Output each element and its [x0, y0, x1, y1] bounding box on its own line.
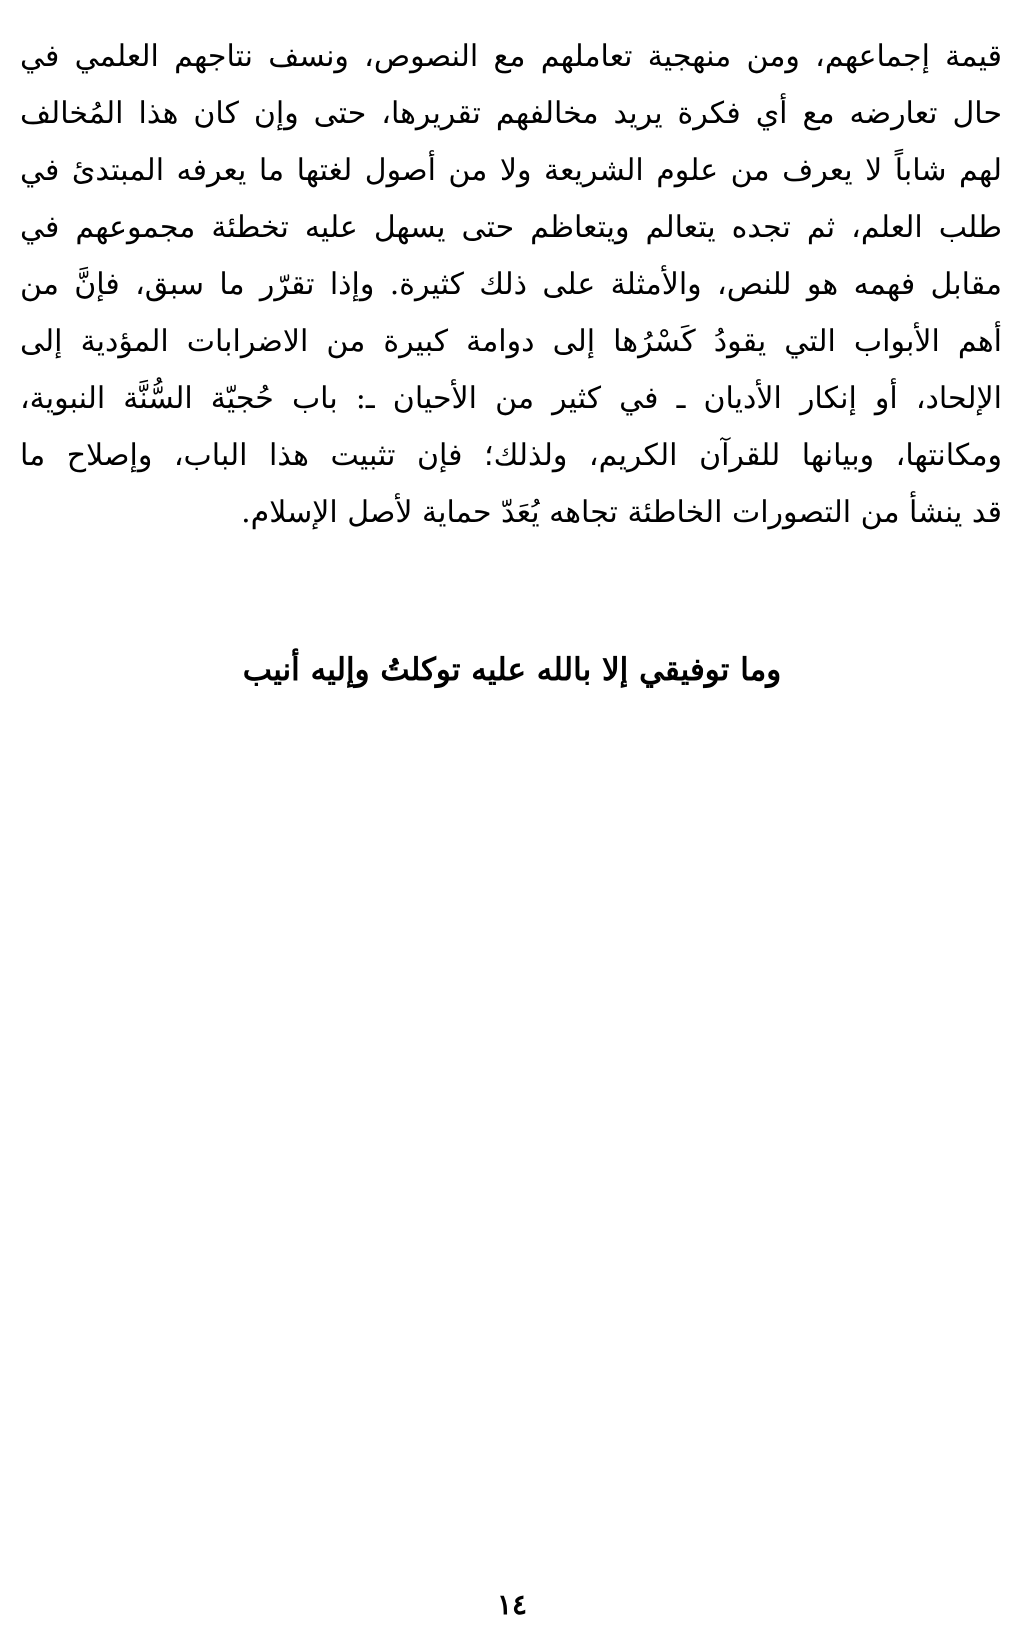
text-line: حال تعارضه مع أي فكرة يريد مخالفهم تقريرها، حتى وإن كان هذا المُخالف — [20, 96, 1002, 131]
text-line: أهم الأبواب التي يقودُ كَسْرُها إلى دوامة كبيرة من الاضرابات المؤدية إلى — [20, 324, 1002, 359]
text-line: لهم شاباً لا يعرف من علوم الشريعة ولا من أصول لغتها ما يعرفه المبتدئ في — [20, 153, 1002, 188]
text-line: الإلحاد، أو إنكار الأديان ـ في كثير من الأحيان ـ: باب حُجيّة السُّنَّة النبوية، — [20, 381, 1002, 416]
page-number: ١٤ — [496, 1588, 528, 1621]
text-line: ومكانتها، وبيانها للقرآن الكريم، ولذلك؛ فإن تثبيت هذا الباب، وإصلاح ما — [20, 438, 1002, 473]
text-line: مقابل فهمه هو للنص، والأمثلة على ذلك كثيرة. وإذا تقرّر ما سبق، فإنَّ من — [20, 267, 1002, 302]
text-line: قيمة إجماعهم، ومن منهجية تعاملهم مع النصوص، ونسف نتاجهم العلمي في — [20, 39, 1002, 74]
text-line: قد ينشأ من التصورات الخاطئة تجاهه يُعَدّ حماية لأصل الإسلام. — [241, 495, 1002, 530]
text-line: طلب العلم، ثم تجده يتعالم ويتعاظم حتى يسهل عليه تخطئة مجموعهم في — [20, 210, 1002, 245]
closing-statement: وما توفيقي إلا بالله عليه توكلتُ وإليه أنيب — [242, 652, 782, 688]
body-paragraph — [20, 28, 1002, 541]
